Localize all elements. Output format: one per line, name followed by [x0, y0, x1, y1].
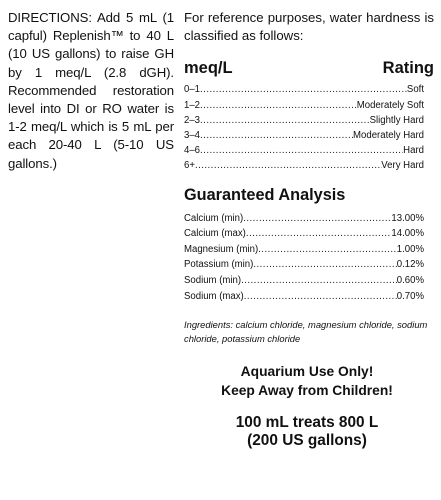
analysis-name: Sodium (min): [184, 275, 242, 286]
dot-leader: [200, 128, 353, 143]
hardness-table: [184, 82, 434, 173]
dot-leader: [200, 113, 370, 128]
dot-leader: [246, 226, 392, 242]
guaranteed-analysis-title: Guaranteed Analysis: [184, 185, 346, 204]
hardness-row: [184, 158, 424, 173]
hardness-range: 4–6: [184, 145, 201, 157]
hardness-row: [184, 143, 424, 158]
hardness-rating: Soft: [406, 84, 424, 96]
hardness-row: [184, 82, 424, 97]
hardness-rating: Hard: [403, 145, 424, 157]
warning-line-children: Keep Away from Children!: [221, 383, 393, 399]
analysis-value: 0.70%: [396, 290, 424, 302]
treatment-volume: [174, 414, 440, 450]
analysis-value: 0.12%: [396, 259, 424, 271]
hardness-range: 0–1: [184, 84, 201, 96]
analysis-row: [184, 289, 424, 305]
hardness-intro: For reference purposes, water hardness is classified as follows:: [184, 10, 434, 44]
analysis-table: [184, 211, 434, 305]
hardness-range: 3–4: [184, 130, 201, 142]
analysis-row: [184, 273, 424, 289]
hardness-rating: Moderately Soft: [356, 99, 424, 111]
dot-leader: [200, 98, 357, 113]
treats-line-metric: 100 mL treats 800 L: [235, 414, 379, 432]
hardness-section: [184, 9, 434, 450]
analysis-value: 1.00%: [396, 243, 424, 255]
analysis-row: [184, 242, 424, 258]
dot-leader: [258, 242, 397, 258]
analysis-name: Calcium (min): [184, 212, 244, 224]
meq-column-header: meq/L: [184, 59, 233, 78]
analysis-row: [184, 211, 424, 227]
dot-leader: [195, 158, 381, 173]
analysis-name: Magnesium (min): [184, 243, 259, 255]
hardness-row: [184, 113, 424, 128]
dot-leader: [200, 143, 403, 158]
analysis-name: Sodium (max): [184, 290, 244, 302]
analysis-value: 14.00%: [391, 228, 424, 240]
analysis-row: [184, 226, 424, 242]
analysis-name: Potassium (min): [184, 259, 254, 271]
hardness-table-header: [184, 59, 434, 78]
hardness-row: [184, 98, 424, 113]
hardness-rating: Very Hard: [381, 160, 424, 172]
dot-leader: [241, 273, 397, 289]
analysis-row: [184, 257, 424, 273]
dot-leader: [200, 82, 407, 97]
dot-leader: [243, 211, 391, 227]
treats-line-us: (200 US gallons): [247, 432, 367, 450]
warning-line-aquarium: Aquarium Use Only!: [240, 364, 374, 380]
analysis-value: 0.60%: [396, 275, 424, 286]
usage-warning: [174, 362, 440, 400]
hardness-range: 1–2: [184, 99, 201, 111]
hardness-rating: Slightly Hard: [369, 114, 424, 126]
rating-column-header: Rating: [382, 59, 434, 78]
hardness-rating: Moderately Hard: [353, 130, 424, 142]
dot-leader: [253, 257, 396, 273]
ingredients-text: Ingredients: calcium chloride, magnesium chloride, sodium chloride, potassium chloride: [184, 319, 428, 345]
hardness-range: 6+: [184, 160, 195, 172]
directions-text: DIRECTIONS: Add 5 mL (1 capful) Replenish™ to 40 L (10 US gallons) to raise GH by 1 meq/L (2.8 dGH). Recommended restoration level into DI or RO water is 1-2 meq/L which is 5 mL per each 20-40 L (5-10 US gallons.): [8, 10, 174, 171]
analysis-name: Calcium (max): [184, 228, 246, 240]
hardness-row: [184, 128, 424, 143]
hardness-range: 2–3: [184, 114, 201, 126]
dot-leader: [244, 289, 397, 305]
analysis-value: 13.00%: [391, 212, 424, 224]
